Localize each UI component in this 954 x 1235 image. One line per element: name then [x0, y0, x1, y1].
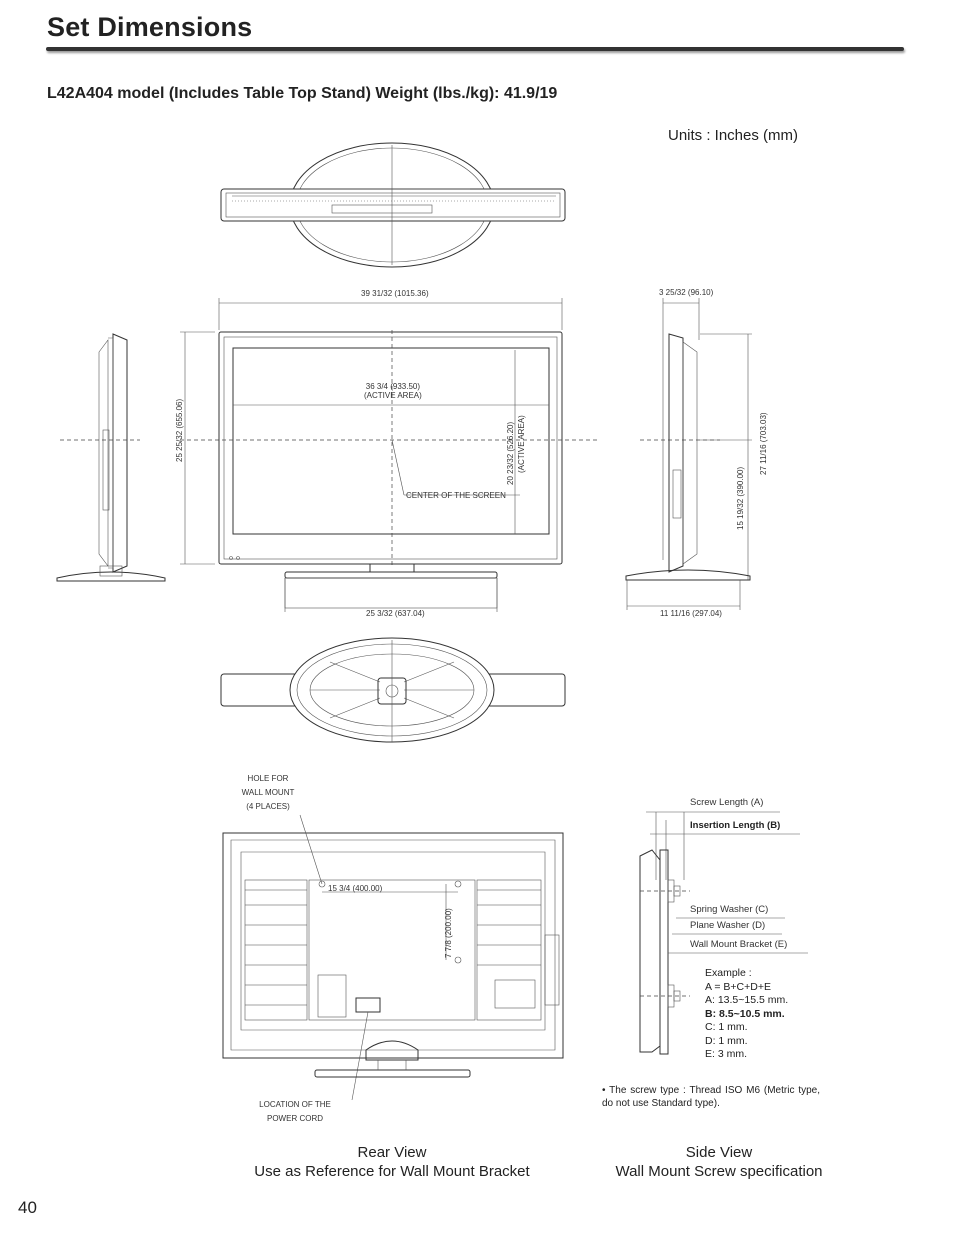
depth-dimension: 3 25/32 (96.10) [659, 288, 714, 297]
power-cord-location-label [245, 1098, 345, 1126]
center-height-dimension: 15 19/32 (390.00) [736, 466, 745, 530]
front-height-dimension: 25 25/32 (655.06) [175, 398, 184, 462]
front-view-drawing [180, 298, 600, 612]
example-line-5: C: 1 mm. [705, 1021, 748, 1033]
example-line-2: A = B+C+D+E [705, 980, 771, 993]
units-label: Units : Inches (mm) [668, 127, 799, 144]
right-side-view-drawing [626, 298, 752, 610]
top-view-drawing [221, 143, 565, 267]
screw-length-label: Screw Length (A) [690, 797, 764, 808]
left-side-view-drawing [57, 334, 165, 581]
active-width-value: 36 3/4 (933.50) [365, 382, 421, 391]
hole-label-line-3: (4 PLACES) [246, 802, 290, 811]
rear-view-title: Rear View [357, 1144, 427, 1161]
active-height-sub: (ACTIVE AREA) [517, 415, 526, 473]
active-width-sub: (ACTIVE AREA) [364, 391, 422, 400]
center-of-screen-label: CENTER OF THE SCREEN [406, 491, 506, 500]
hole-label-line-1: HOLE FOR [247, 774, 289, 783]
spring-washer-label: Spring Washer (C) [690, 904, 769, 915]
wall-mount-bracket-label: Wall Mount Bracket (E) [690, 939, 788, 950]
total-height-dimension: 27 11/16 (703.03) [759, 412, 768, 475]
power-cord-line-1: LOCATION OF THE [259, 1100, 331, 1109]
hole-label-line-2: WALL MOUNT [241, 788, 295, 797]
wall-mount-hole-label [228, 772, 308, 814]
rear-view-caption [232, 1143, 552, 1181]
side-view-subtitle: Wall Mount Screw specification [615, 1163, 823, 1180]
active-width-dimension [364, 382, 422, 400]
example-line-1: Example : [705, 967, 752, 979]
screw-length-example [705, 967, 788, 1062]
example-line-4: B: 8.5~10.5 mm. [705, 1007, 785, 1020]
page-number: 40 [18, 1198, 37, 1217]
front-width-dimension: 39 31/32 (1015.36) [361, 289, 429, 298]
example-line-3: A: 13.5~15.5 mm. [705, 994, 789, 1006]
rear-view-subtitle: Use as Reference for Wall Mount Bracket [254, 1163, 530, 1180]
hole-spacing-horizontal: 15 3/4 (400.00) [328, 884, 383, 893]
model-weight-heading: L42A404 model (Includes Table Top Stand) Weight (lbs./kg): 41.9/19 [47, 85, 558, 102]
screw-type-note: • The screw type : Thread ISO M6 (Metric type, do not use Standard type). [602, 1085, 820, 1109]
bottom-view-drawing [221, 638, 565, 742]
stand-depth-dimension: 11 11/16 (297.04) [660, 609, 722, 618]
insertion-length-label: Insertion Length (B) [690, 820, 781, 831]
example-line-7: E: 3 mm. [705, 1048, 748, 1060]
side-view-title: Side View [685, 1144, 753, 1161]
hole-spacing-vertical: 7 7/8 (200.00) [444, 908, 453, 958]
rear-view-drawing [223, 815, 563, 1100]
example-line-6: D: 1 mm. [705, 1034, 748, 1047]
power-cord-line-2: POWER CORD [267, 1114, 323, 1123]
stand-width-dimension: 25 3/32 (637.04) [366, 609, 425, 618]
page-title: Set Dimensions [47, 12, 253, 42]
side-view-caption [559, 1143, 879, 1181]
plane-washer-label: Plane Washer (D) [690, 920, 766, 931]
active-height-dimension: 20 23/32 (526.20) [506, 421, 515, 485]
